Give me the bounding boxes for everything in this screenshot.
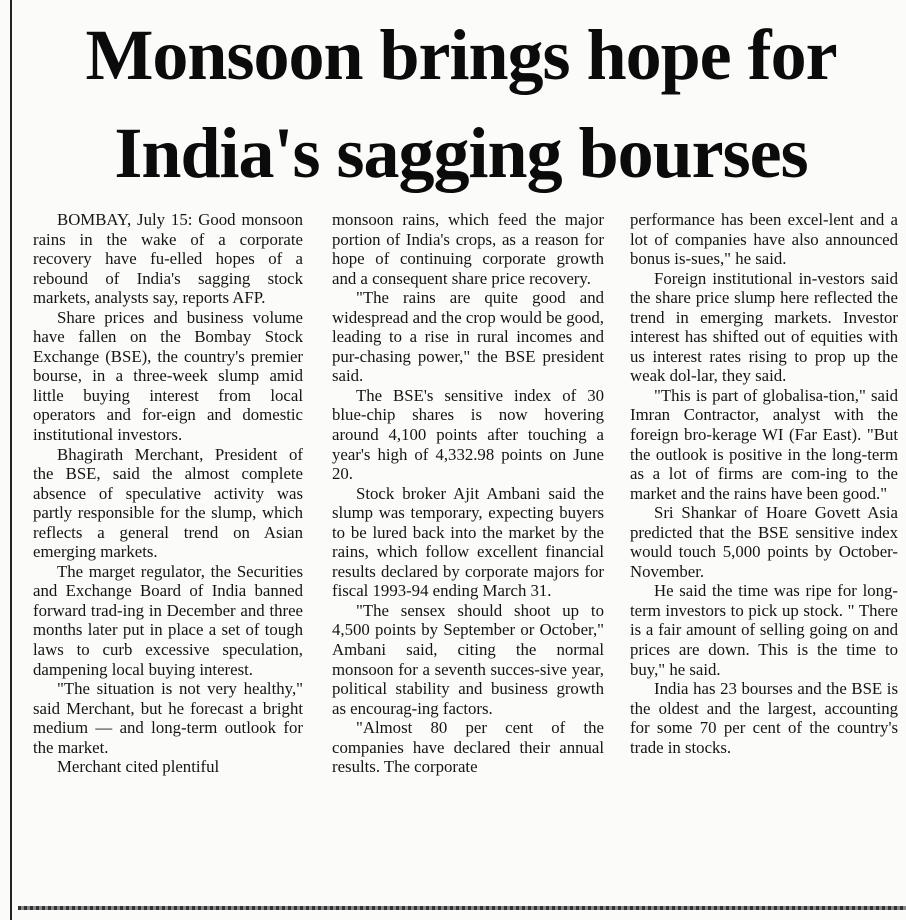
paragraph: BOMBAY, July 15: Good monsoon rains in the wake of a corporate recovery have fu-elled hopes of a rebound of India's sagging stock markets, analysts say, reports AFP. bbox=[33, 210, 303, 308]
paragraph: The marget regulator, the Securities and Exchange Board of India banned forward trad-ing in December and three months later put in place a set of tough laws to curb excessive speculation, dampening local buying interest. bbox=[33, 561, 303, 679]
adjacent-column-fragments bbox=[0, 140, 8, 900]
article-column-3 bbox=[630, 210, 898, 757]
paragraph: performance has been excel-lent and a lot of companies have also announced bonus is-sues," he said. bbox=[630, 210, 898, 269]
paragraph: "Almost 80 per cent of the companies have declared their annual results. The corporate bbox=[332, 718, 604, 777]
paragraph: Sri Shankar of Hoare Govett Asia predicted that the BSE sensitive index would touch 5,000 points by October-November. bbox=[630, 503, 898, 581]
paragraph: Share prices and business volume have fallen on the Bombay Stock Exchange (BSE), the country's premier bourse, in a three-week slump amid little buying interest from local operators and for-eign and domestic institutional investors. bbox=[33, 307, 303, 445]
headline: Monsoon brings hope for India's sagging bourses bbox=[85, 15, 837, 193]
paragraph: monsoon rains, which feed the major portion of India's crops, as a reason for hope of continuing corporate growth and a consequent share price recovery. bbox=[332, 210, 604, 288]
paragraph: "The rains are quite good and widespread and the crop would be good, leading to a rise in rural incomes and pur-chasing power," the BSE president said. bbox=[332, 288, 604, 386]
paragraph: Foreign institutional in-vestors said the share price slump here reflected the trend in emerging markets. Investor interest has shifted out of equities with us interest rates rising to prop up the weak dol-lar, they said. bbox=[630, 268, 898, 386]
bottom-border-rule bbox=[18, 906, 906, 910]
column-divider-rule bbox=[10, 0, 12, 920]
paragraph: Stock broker Ajit Ambani said the slump was temporary, expecting buyers to be lured back into the market by the rains, which follow excellent financial results declared by corporate majors for fiscal 1993-94 ending March 31. bbox=[332, 483, 604, 601]
paragraph: "This is part of globalisa-tion," said Imran Contractor, analyst with the foreign bro-kerage WI (Far East). "But the outlook is positive in the long-term as a lot of firms are com-ing to the market and the rains have been good." bbox=[630, 385, 898, 503]
paragraph: "The situation is not very healthy," said Merchant, but he forecast a bright medium — and long-term outlook for the market. bbox=[33, 679, 303, 757]
paragraph: Bhagirath Merchant, President of the BSE, said the almost complete absence of speculative activity was partly responsible for the slump, which reflects a general trend on Asian emerging markets. bbox=[33, 444, 303, 562]
paragraph: The BSE's sensitive index of 30 blue-chip shares is now hovering around 4,100 points after touching a year's high of 4,332.98 points on June 20. bbox=[332, 385, 604, 484]
paragraph: He said the time was ripe for long-term investors to pick up stock. " There is a fair amount of selling going on and prices are down. This is the time to buy," he said. bbox=[630, 581, 898, 679]
paragraph: "The sensex should shoot up to 4,500 points by September or October," Ambani said, citing the normal monsoon for a seventh succes-sive year, political stability and business growth as encourag-ing factors. bbox=[332, 600, 604, 718]
article-column-2 bbox=[332, 210, 604, 777]
article-column-1 bbox=[33, 210, 303, 777]
paragraph: Merchant cited plentiful bbox=[57, 757, 220, 777]
paragraph: India has 23 bourses and the BSE is the oldest and the largest, accounting for some 70 per cent of the country's trade in stocks. bbox=[630, 679, 898, 757]
